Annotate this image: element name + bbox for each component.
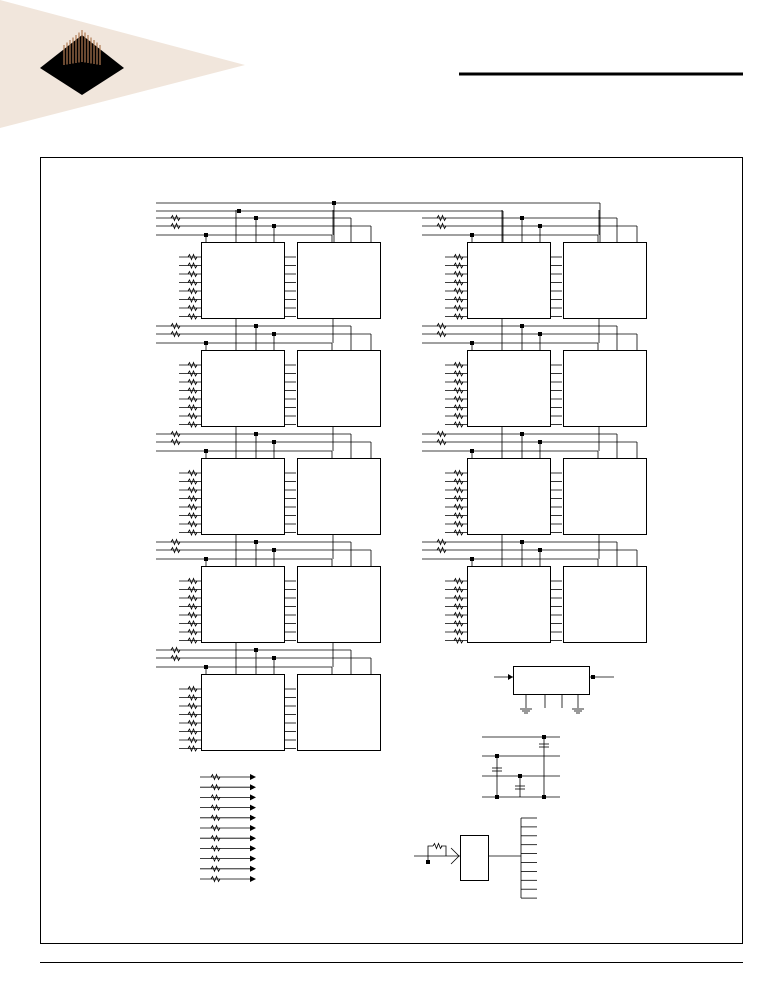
control-bus <box>422 534 637 566</box>
memory-device-a <box>468 351 551 427</box>
control-bus <box>422 318 637 350</box>
control-bus <box>422 210 637 242</box>
memory-device-a <box>468 567 551 643</box>
junction-dot <box>538 548 542 552</box>
junction-dot <box>518 774 522 778</box>
arrow-head <box>250 866 256 872</box>
junction-dot <box>538 440 542 444</box>
memory-device-a <box>468 243 551 319</box>
decoupling-capacitors <box>482 735 560 799</box>
junction-dot <box>520 432 524 436</box>
junction-dot <box>254 432 258 436</box>
company-logo <box>0 0 245 128</box>
junction-dot <box>272 224 276 228</box>
memory-device-a <box>202 567 285 643</box>
junction-dot <box>520 324 524 328</box>
arrow-head <box>250 774 256 780</box>
control-bus <box>156 210 371 242</box>
device-pair <box>179 675 381 752</box>
memory-device-b <box>564 459 647 535</box>
device-pair <box>445 243 647 320</box>
wire-path <box>441 846 446 856</box>
junction-dot <box>272 440 276 444</box>
device-pair <box>445 459 647 536</box>
junction-dot <box>495 795 499 799</box>
memory-device-b <box>298 567 381 643</box>
memory-device-b <box>564 351 647 427</box>
control-bus <box>156 426 371 458</box>
control-bus <box>156 318 371 350</box>
device-pair <box>179 567 381 644</box>
junction-dot <box>542 735 546 739</box>
junction-dot <box>254 324 258 328</box>
arrow-head <box>250 876 256 882</box>
memory-device-a <box>202 243 285 319</box>
logo-banner <box>0 0 245 128</box>
memory-device-a <box>202 459 285 535</box>
device-pair <box>179 243 381 320</box>
arrow-head <box>250 825 256 831</box>
junction-dot <box>426 860 430 864</box>
device-pair <box>179 459 381 536</box>
junction-dot <box>495 754 499 758</box>
arrow-head <box>250 805 256 811</box>
device-pair <box>445 351 647 428</box>
memory-device-b <box>298 459 381 535</box>
wire-path <box>428 846 433 862</box>
control-bus <box>422 426 637 458</box>
memory-device-b <box>298 243 381 319</box>
regulator-body <box>514 667 590 695</box>
junction-dot <box>237 209 241 213</box>
junction-dot <box>254 540 258 544</box>
memory-device-a <box>202 351 285 427</box>
memory-device-b <box>298 675 381 751</box>
junction-dot <box>542 795 546 799</box>
arrow-head <box>250 835 256 841</box>
junction-dot <box>272 332 276 336</box>
junction-dot <box>254 216 258 220</box>
top-feed-lines <box>156 201 600 242</box>
junction-dot <box>520 216 524 220</box>
arrow-head <box>250 845 256 851</box>
arrow-head <box>508 674 513 680</box>
memory-device-b <box>564 243 647 319</box>
memory-device-b <box>564 567 647 643</box>
termination-resistors <box>200 774 256 882</box>
control-bus <box>156 642 371 674</box>
memory-array-schematic <box>156 201 647 898</box>
junction-dot <box>591 675 595 679</box>
device-pair <box>445 567 647 644</box>
device-pair <box>179 351 381 428</box>
voltage-regulator <box>494 667 614 714</box>
clock-buffer <box>414 818 537 898</box>
junction-dot <box>538 224 542 228</box>
clock-buffer-body <box>461 836 489 881</box>
junction-dot <box>520 540 524 544</box>
junction-dot <box>272 548 276 552</box>
junction-dot <box>272 656 276 660</box>
memory-device-a <box>468 459 551 535</box>
resistor-symbol <box>433 844 442 849</box>
arrow-head <box>250 815 256 821</box>
junction-dot <box>538 332 542 336</box>
control-bus <box>156 534 371 566</box>
memory-device-b <box>298 351 381 427</box>
arrow-head <box>250 856 256 862</box>
arrow-head <box>250 784 256 790</box>
arrow-head <box>250 794 256 800</box>
memory-device-a <box>202 675 285 751</box>
junction-dot <box>254 648 258 652</box>
